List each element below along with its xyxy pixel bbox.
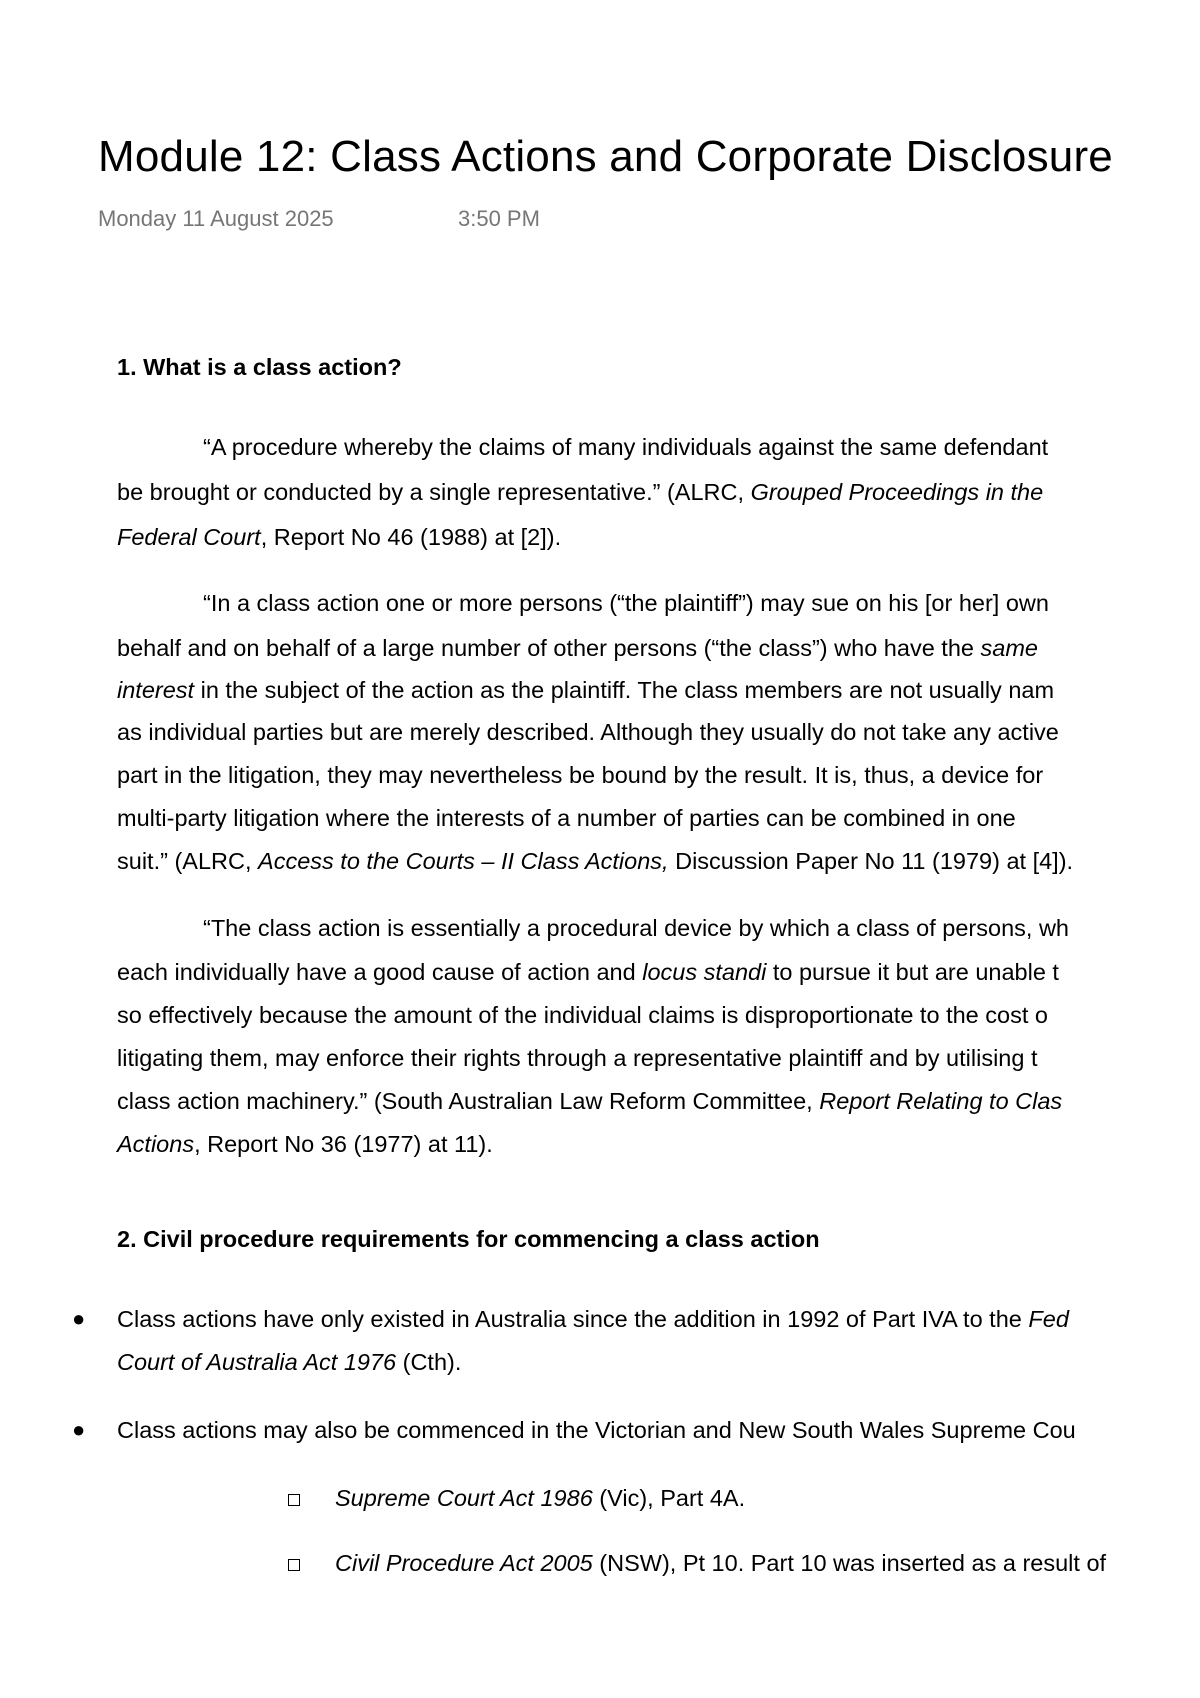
section-heading: 1. What is a class action? — [117, 354, 402, 380]
sub-list-item: Civil Procedure Act 2005 (NSW), Pt 10. Part 10 was inserted as a result of — [335, 1550, 1107, 1576]
section-heading: 2. Civil procedure requirements for commencing a class action — [117, 1226, 820, 1252]
page-title: Module 12: Class Actions and Corporate Disclosure — [98, 132, 1113, 181]
paragraph-line: “In a class action one or more persons (“the plaintiff”) may sue on his [or her] own — [203, 590, 1049, 616]
paragraph-line: behalf and on behalf of a large number of other persons (“the class”) who have the same — [117, 635, 1038, 661]
paragraph-line: “A procedure whereby the claims of many individuals against the same defendant — [203, 434, 1049, 460]
page-date: Monday 11 August 2025 — [98, 206, 334, 231]
bullet-icon: ● — [72, 1417, 86, 1442]
list-item: Class actions have only existed in Australia since the addition in 1992 of Part IVA to the Fed — [117, 1306, 1069, 1332]
paragraph-line: be brought or conducted by a single representative.” (ALRC, Grouped Proceedings in the — [117, 479, 1044, 505]
list-item-continuation: Court of Australia Act 1976 (Cth). — [117, 1349, 462, 1375]
paragraph-line: Actions, Report No 36 (1977) at 11). — [117, 1131, 493, 1157]
paragraph-line: suit.” (ALRC, Access to the Courts – II Class Actions, Discussion Paper No 11 (1979) at [4]). — [117, 848, 1074, 874]
paragraph-line: multi-party litigation where the interests of a number of parties can be combined in one — [117, 805, 1016, 831]
paragraph-line: as individual parties but are merely described. Although they usually do not take any active — [117, 719, 1059, 745]
paragraph-line: part in the litigation, they may nevertheless be bound by the result. It is, thus, a device for — [117, 762, 1044, 788]
paragraph-line: litigating them, may enforce their rights through a representative plaintiff and by utilising t — [117, 1045, 1038, 1071]
sub-list-item: Supreme Court Act 1986 (Vic), Part 4A. — [335, 1485, 746, 1511]
square-bullet-icon — [288, 1559, 300, 1571]
paragraph-line: class action machinery.” (South Australian Law Reform Committee, Report Relating to Clas — [117, 1088, 1063, 1114]
page-meta — [98, 206, 540, 232]
paragraph-line: interest in the subject of the action as the plaintiff. The class members are not usually nam — [117, 677, 1055, 703]
paragraph-line: each individually have a good cause of action and locus standi to pursue it but are unable t — [117, 959, 1059, 985]
page-time: 3:50 PM — [458, 206, 540, 231]
square-bullet-icon — [288, 1494, 300, 1506]
bullet-icon: ● — [72, 1306, 86, 1331]
list-item: Class actions may also be commenced in the Victorian and New South Wales Supreme Cou — [117, 1417, 1076, 1443]
paragraph-line: Federal Court, Report No 46 (1988) at [2]). — [117, 524, 562, 550]
paragraph-line: “The class action is essentially a procedural device by which a class of persons, wh — [203, 915, 1069, 941]
paragraph-line: so effectively because the amount of the individual claims is disproportionate to the cost o — [117, 1002, 1048, 1028]
